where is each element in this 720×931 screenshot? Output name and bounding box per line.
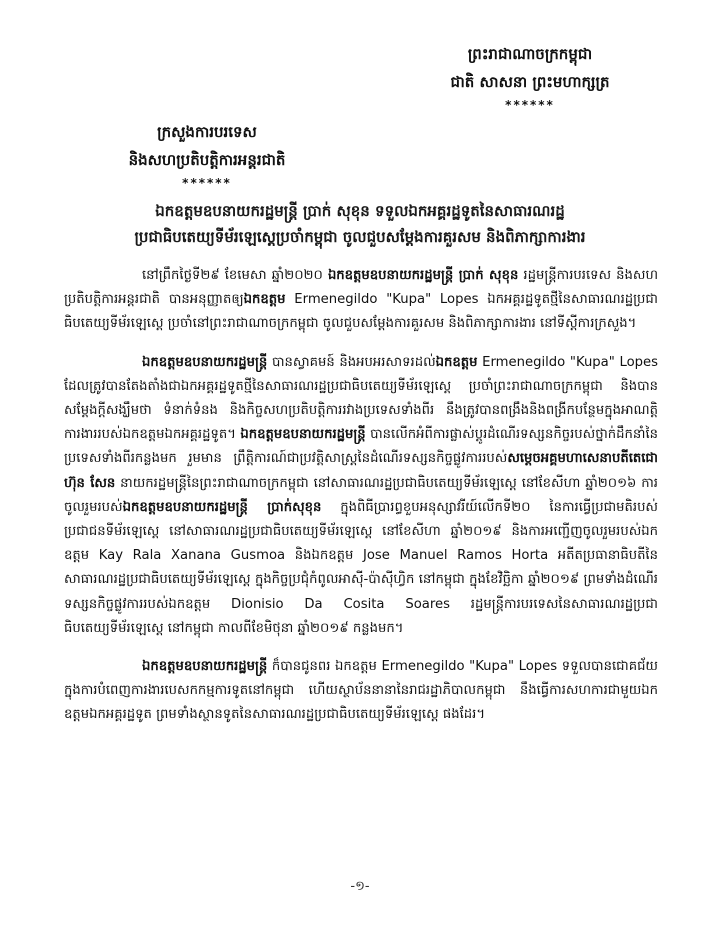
paragraph-3 (64, 655, 658, 728)
p3-text-a: ក៏បានជូនពរ ឯកឧត្តម Ermenegildo "Kupa" Lopes ទទួលបានជោគជ័យក្នុងការបំពេញការងារបេសកកម្មការទូតនៅកម្ពុជា ហើយស្ថាប័ននានានៃរាជរដ្ឋាភិបាលកម្ពុជា នឹងធ្វើការសហការជាមួយឯកឧត្តមឯកអគ្គរដ្ឋទូត ព្រមទាំងស្ថានទូតនៃសាធារណរដ្ឋប្រជាធិបតេយ្យទីម័រឡេស្តេ ផងដែរ។ (64, 659, 658, 723)
ministry-stars: ****** (182, 176, 232, 190)
p2-text-c: បានលើកអំពីការផ្លាស់ប្តូរដំណើរទស្សនកិច្ចរបស់ថ្នាក់ដឹកនាំនៃប្រទេសទាំងពីរកន្លងមក រួមមាន ព្រឹត្តិការណ៍ជាប្រវត្តិសាស្ត្រនៃដំណើរទស្សនកិច្ចផ្លូវការរបស់ (64, 427, 658, 467)
paragraph-1 (64, 264, 658, 337)
kingdom-header (410, 40, 650, 114)
p2-text-e: ក្នុងពិធីប្រារព្ធខួបអនុស្សាវរីយ៍លើកទី២០ នៃការធ្វើប្រជាមតិរបស់ប្រជាជនទីម័រឡេស្តេ នៅសាធារណរដ្ឋប្រជាធិបតេយ្យទីម័រឡេស្តេ នៅខែសីហា ឆ្នាំ២០១៩ និងការអញ្ជើញចូលរួមរបស់ឯកឧត្តម Kay Rala Xanana Gusmoa និងឯកឧត្តម Jose Manuel Ramos Horta អតីតប្រធានាធិបតីនៃសាធារណរដ្ឋប្រជាធិបតេយ្យទីម័រឡេស្តេ ក្នុងកិច្ចប្រជុំកំពូលអាស៊ី-ប៉ាស៊ីហ្វិក នៅកម្ពុជា ក្នុងខែវិច្ឆិកា ឆ្នាំ២០១៩ ព្រមទាំងដំណើរទស្សនកិច្ចផ្លូវការរបស់ឯកឧត្តម Dionisio Da Cosita Soares រដ្ឋមន្ត្រីការបរទេសនៃសាធារណរដ្ឋប្រជាធិបតេយ្យទីម័រឡេស្តេ នៅកម្ពុជា កាលពីខែមិថុនា ឆ្នាំ២០១៩ កន្លងមក។ (64, 499, 658, 636)
p1-bold-a: ឯកឧត្តមឧបនាយករដ្ឋមន្ត្រី ប្រាក់ សុខុន (327, 268, 519, 283)
p2-bold-b: ឯកឧត្តម (435, 354, 478, 370)
p2-text-b: Ermenegildo "Kupa" Lopes ដែលត្រូវបានតែងតាំងជាឯកអគ្គរដ្ឋទូតថ្មីនៃសាធារណរដ្ឋប្រជាធិបតេយ្យទីម័រឡេស្តេ ប្រចាំព្រះរាជាណាចក្រកម្ពុជា និងបានសម្តែងក្តីសង្ឃឹមថា ទំនាក់ទំនង និងកិច្ចសហប្រតិបត្តិការរវាងប្រទេសទាំងពីរ នឹងត្រូវបានពង្រឹងនិងពង្រីកបន្ថែមក្នុងអាណត្តិការងាររបស់ឯកឧត្តមឯកអគ្គរដ្ឋទូត។ (64, 354, 659, 443)
ministry-name-line2: និងសហប្រតិបត្តិការអន្តរជាតិ (128, 151, 286, 169)
p3-bold-a: ឯកឧត្តមឧបនាយករដ្ឋមន្ត្រី (142, 659, 268, 675)
p2-bold-a: ឯកឧត្តមឧបនាយករដ្ឋមន្ត្រី (142, 354, 268, 370)
press-release-title (40, 198, 680, 250)
ministry-header (92, 118, 322, 192)
paragraph-2 (64, 351, 658, 641)
kingdom-title: ព្រះរាជាណាចក្រកម្ពុជា (467, 45, 593, 63)
p1-text-a: នៅព្រឹកថ្ងៃទី២៩ ខែមេសា ឆ្នាំ២០២០ (142, 268, 328, 283)
national-motto: ជាតិ សាសនា ព្រះមហាក្សត្រ (450, 73, 610, 91)
ministry-name-line1: ក្រសួងការបរទេស (157, 123, 257, 141)
title-line1: ឯកឧត្តមឧបនាយករដ្ឋមន្ត្រី ប្រាក់ សុខុន ទទួលឯកអគ្គរដ្ឋទូតនៃសាធារណរដ្ឋ (155, 202, 565, 220)
p2-bold-c: ឯកឧត្តមឧបនាយករដ្ឋមន្ត្រី (240, 427, 366, 443)
page-number: -១- (350, 879, 370, 894)
p2-text-d: នាយករដ្ឋមន្ត្រីនៃព្រះរាជាណាចក្រកម្ពុជា នៅសាធារណរដ្ឋប្រជាធិបតេយ្យទីម័រឡេស្តេ នៅខែសីហា ឆ្នាំ២០១៦ ការចូលរួមរបស់ (64, 475, 658, 515)
header-stars: ****** (505, 98, 555, 112)
p1-bold-b: ឯកឧត្តម (243, 292, 286, 308)
p2-text-a: បានស្វាគមន៍ និងអបអរសាទរដល់ (267, 354, 436, 370)
title-line2: ប្រជាធិបតេយ្យទីម័រឡេស្តេប្រចាំកម្ពុជា ចូលជួបសម្តែងការគួរសម និងពិភាក្សាការងារ (134, 228, 586, 246)
p1-text-c: Ermenegildo "Kupa" Lopes ឯកអគ្គរដ្ឋទូតថ្មីនៃសាធារណរដ្ឋប្រជាធិបតេយ្យទីម័រឡេស្តេ ប្រចាំនៅព្រះរាជាណាចក្រកម្ពុជា ចូលជួបសម្តែងការគួរសម និងពិភាក្សាការងារ នៅទីស្តីការក្រសួង។ (64, 292, 658, 332)
press-release-body (64, 264, 658, 742)
p2-bold-d: សម្តេចអគ្គមហាសេនាបតីតេជោ ហ៊ុន សែន (64, 451, 658, 491)
p1-text-b: រដ្ឋមន្ត្រីការបរទេស និងសហប្រតិបត្តិការអន្តរជាតិ បានអនុញ្ញាតឲ្យ (64, 268, 658, 308)
p2-bold-e: ឯកឧត្តមឧបនាយករដ្ឋមន្ត្រី ប្រាក់សុខុន (122, 499, 322, 515)
